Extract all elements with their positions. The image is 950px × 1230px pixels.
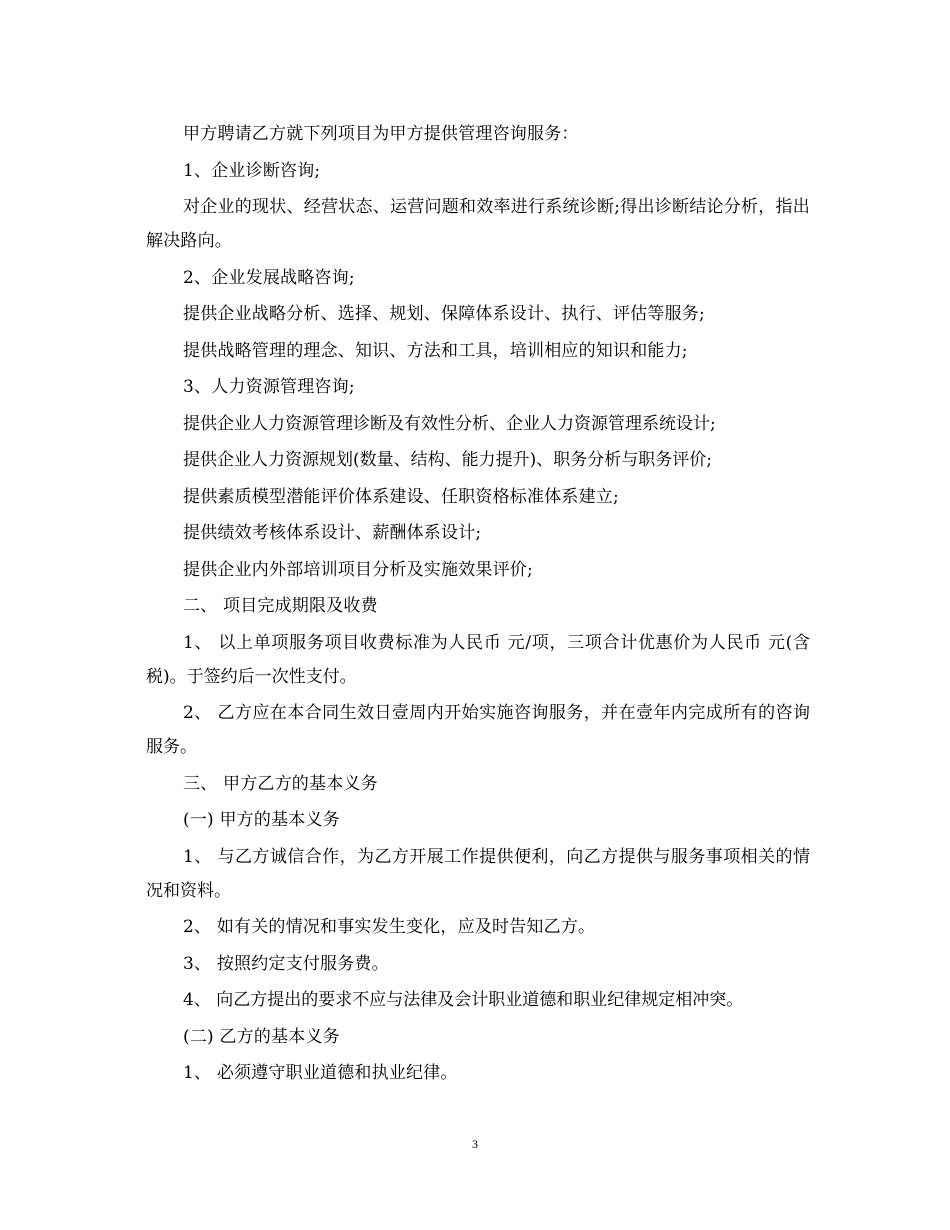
- paragraph-item-3-detail-a: 提供企业人力资源管理诊断及有效性分析、企业人力资源管理系统设计;: [183, 413, 716, 434]
- paragraph-item-1-heading: 1、企业诊断咨询;: [183, 160, 321, 181]
- paragraph-item-2-detail-a: 提供企业战略分析、选择、规划、保障体系设计、执行、评估等服务;: [183, 304, 705, 324]
- paragraph-item-2-heading: 2、企业发展战略咨询;: [183, 267, 355, 288]
- paragraph-party-b-duty-1: 1、 必须遵守职业道德和执业纪律。: [183, 1063, 458, 1083]
- paragraph-item-2-detail-b: 提供战略管理的理念、知识、方法和工具，培训相应的知识和能力;: [183, 340, 688, 361]
- paragraph-item-3-heading: 3、人力资源管理咨询;: [183, 377, 355, 397]
- paragraph-schedule: 2、 乙方应在本合同生效日壹周内开始实施咨询服务，并在壹年内完成所有的咨询服务。: [146, 703, 810, 757]
- paragraph-item-3-detail-b: 提供企业人力资源规划(数量、结构、能力提升)、职务分析与职务评价;: [183, 450, 712, 470]
- paragraph-item-3-detail-c: 提供素质模型潜能评价体系建设、任职资格标准体系建立;: [183, 486, 619, 507]
- page-number: 3: [472, 1137, 478, 1151]
- subsection-heading-party-b: (二) 乙方的基本义务: [183, 1026, 340, 1047]
- paragraph-party-a-duty-1: 1、 与乙方诚信合作，为乙方开展工作提供便利，向乙方提供与服务事项相关的情况和资料。: [146, 846, 810, 901]
- paragraph-item-3-detail-e: 提供企业内外部培训项目分析及实施效果评价;: [183, 559, 533, 580]
- paragraph-fee: 1、 以上单项服务项目收费标准为人民币 元/项，三项合计优惠价为人民币 元(含税)。于签约后一次性支付。: [146, 632, 810, 687]
- paragraph-item-3-detail-d: 提供绩效考核体系设计、薪酬体系设计;: [183, 523, 482, 543]
- paragraph-intro: 甲方聘请乙方就下列项目为甲方提供管理咨询服务：: [183, 124, 579, 144]
- paragraph-item-1-detail: 对企业的现状、经营状态、运营问题和效率进行系统诊断;得出诊断结论分析，指出解决路向。: [146, 197, 810, 251]
- paragraph-party-a-duty-4: 4、 向乙方提出的要求不应与法律及会计职业道德和职业纪律规定相冲突。: [183, 990, 744, 1010]
- paragraph-party-a-duty-3: 3、 按照约定支付服务费。: [183, 953, 389, 974]
- section-heading-3: 三、 甲方乙方的基本义务: [183, 773, 378, 794]
- section-heading-2: 二、 项目完成期限及收费: [183, 596, 378, 616]
- document-body: [146, 117, 810, 1093]
- subsection-heading-party-a: (一) 甲方的基本义务: [183, 810, 340, 830]
- paragraph-party-a-duty-2: 2、 如有关的情况和事实发生变化，应及时告知乙方。: [183, 917, 596, 937]
